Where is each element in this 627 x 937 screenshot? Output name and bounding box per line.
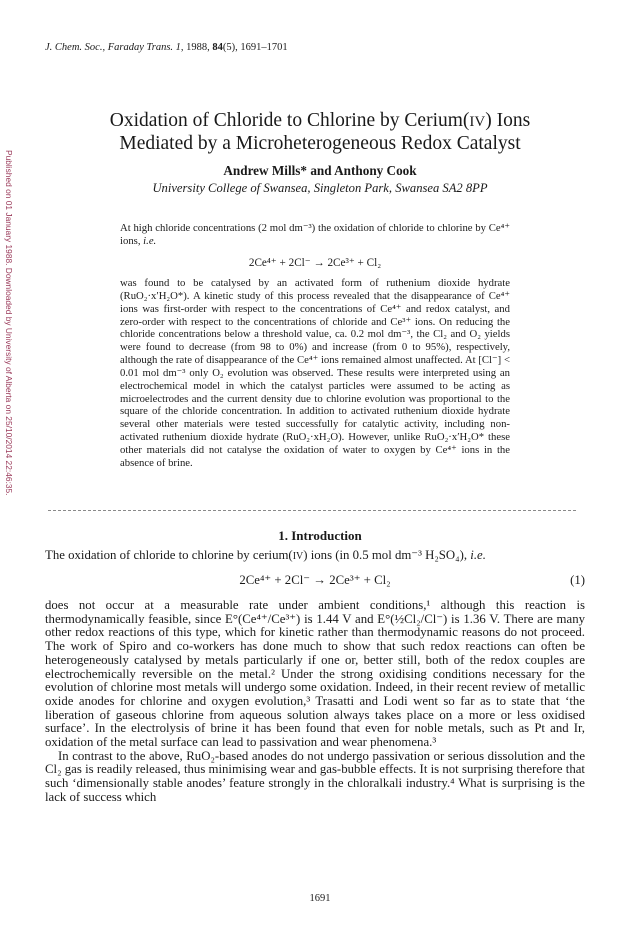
intro-oxidation-state: IV (292, 551, 304, 562)
abstract-equation: 2Ce⁴⁺ + 2Cl⁻ → 2Ce³⁺ + Cl₂ (248, 257, 382, 269)
page-number: 1691 (309, 893, 331, 904)
abstract-ie: i.e. (143, 234, 157, 247)
intro-ie: i.e. (470, 548, 486, 562)
affiliation: University College of Swansea, Singleton Park, Swansea SA2 8PP (152, 181, 488, 195)
introduction-body (45, 599, 585, 805)
section-divider (48, 510, 576, 511)
journal-volume: 84 (212, 42, 223, 53)
abstract-body-text: was found to be catalysed by an activated form of ruthenium dioxide hydrate (RuO₂·x′H₂O*). A kinetic study of this process revealed that the disappearance of Ce⁴⁺ ions was first-order with respect to the concentrations of Ce⁴⁺ and redox catalyst, and zero-order with respect to the concentrations of chloride and Ce³⁺ ions. On reducing the chloride concentrations below a threshold value, ca. 0.2 mol dm⁻³, the Cl₂ and O₂ yields were found to decrease (from 98 to 0%) and increase (from 0 to 95%), respectively, although the rate of disappearance of the Ce⁴⁺ ions remained almost unaffected. At [Cl⁻] < 0.01 mol dm⁻³ only O₂ evolution was observed. These results were interpreted using an electrochemical model in which the catalyst particles were assumed to be acting as microelectrodes and the current density due to chlorine evolution was proportional to the square of the chloride concentration. In addition to activated ruthenium dioxide hydrate several other materials were tested successfully for catalytic activity, including non-activated ruthenium dioxide hydrate (RuO₂·xH₂O). However, unlike RuO₂·x′H₂O* these other materials did not catalyse the oxidation of water to oxygen by Ce⁴⁺ ions in the absence of brine. (120, 277, 510, 469)
journal-citation (45, 42, 345, 53)
equation-1: 2Ce⁴⁺ + 2Cl⁻ → 2Ce³⁺ + Cl₂ (239, 573, 391, 587)
title-line-1-start: Oxidation of Chloride to Chlorine by Cerium( (109, 110, 470, 131)
section-heading: 1. Introduction (278, 528, 362, 543)
abstract-body (120, 277, 510, 470)
intro-paragraph-1: does not occur at a measurable rate under ambient conditions,¹ although this reaction is thermodynamically feasible, since E°(Ce⁴⁺/Ce³⁺) is 1.44 V and E°(½Cl₂/Cl⁻) is 1.36 V. There are many other redox reactions of this type, which for kinetic rather than thermodynamic reasons do not proceed. The work of Spiro and co-workers has done much to show that such redox reactions can often be heterogeneously catalysed by metals particularly if one or, better still, both of the redox couples are electrochemically reversible on the metal.² Under the strong oxidising conditions necessary for the evolution of chlorine most metals will undergo some oxidation. Indeed, in their recent review of metallic oxide anodes for chlorine and oxygen evolution,³ Trasatti and Lodi went so far as to state that ‘the liberation of gaseous chlorine from aqueous solution always takes place on a more or less oxidised surface’. In the electrolysis of brine it has been found that even for noble metals, such as Pt and Ir, oxidation of the metal surface can lead to passivation and wear phenomena.³ (45, 598, 585, 750)
download-watermark (2, 150, 16, 670)
authors: Andrew Mills* and Anthony Cook (223, 163, 417, 178)
title-line-1 (40, 110, 600, 133)
journal-name: J. Chem. Soc., Faraday Trans. 1, (45, 42, 184, 53)
title-oxidation-state: IV (469, 114, 486, 130)
intro-first-line-end: ) ions (in 0.5 mol dm⁻³ H₂SO₄), (303, 548, 468, 562)
equation-1-number: (1) (570, 573, 585, 587)
title-line-1-end: ) Ions (485, 110, 531, 131)
abstract-intro-text: At high chloride concentrations (2 mol dm⁻³) the oxidation of chloride to chlorine by Ce⁴⁺ ions, (120, 222, 510, 247)
intro-paragraph-2: In contrast to the above, RuO₂-based anodes do not undergo passivation or serious dissolution and the Cl₂ gas is readily released, thus minimising wear and gas-bubble effects. It is not surprising therefore that such ‘dimensionally stable anodes’ feature strongly in the chloralkali industry.⁴ What is surprising is the lack of success which (45, 748, 585, 804)
paper-title (40, 110, 600, 154)
title-line-2: Mediated by a Microheterogeneous Redox Catalyst (119, 133, 521, 154)
intro-first-line-start: The oxidation of chloride to chlorine by cerium( (45, 548, 293, 562)
abstract-intro (120, 222, 510, 248)
download-watermark-text: Published on 01 January 1988. Downloaded by University of Alberta on 25/10/2014 22:46:35. (4, 150, 14, 496)
journal-issue-pages: (5), 1691–1701 (222, 42, 288, 53)
journal-year: 1988, (186, 42, 210, 53)
intro-first-line (45, 548, 585, 563)
